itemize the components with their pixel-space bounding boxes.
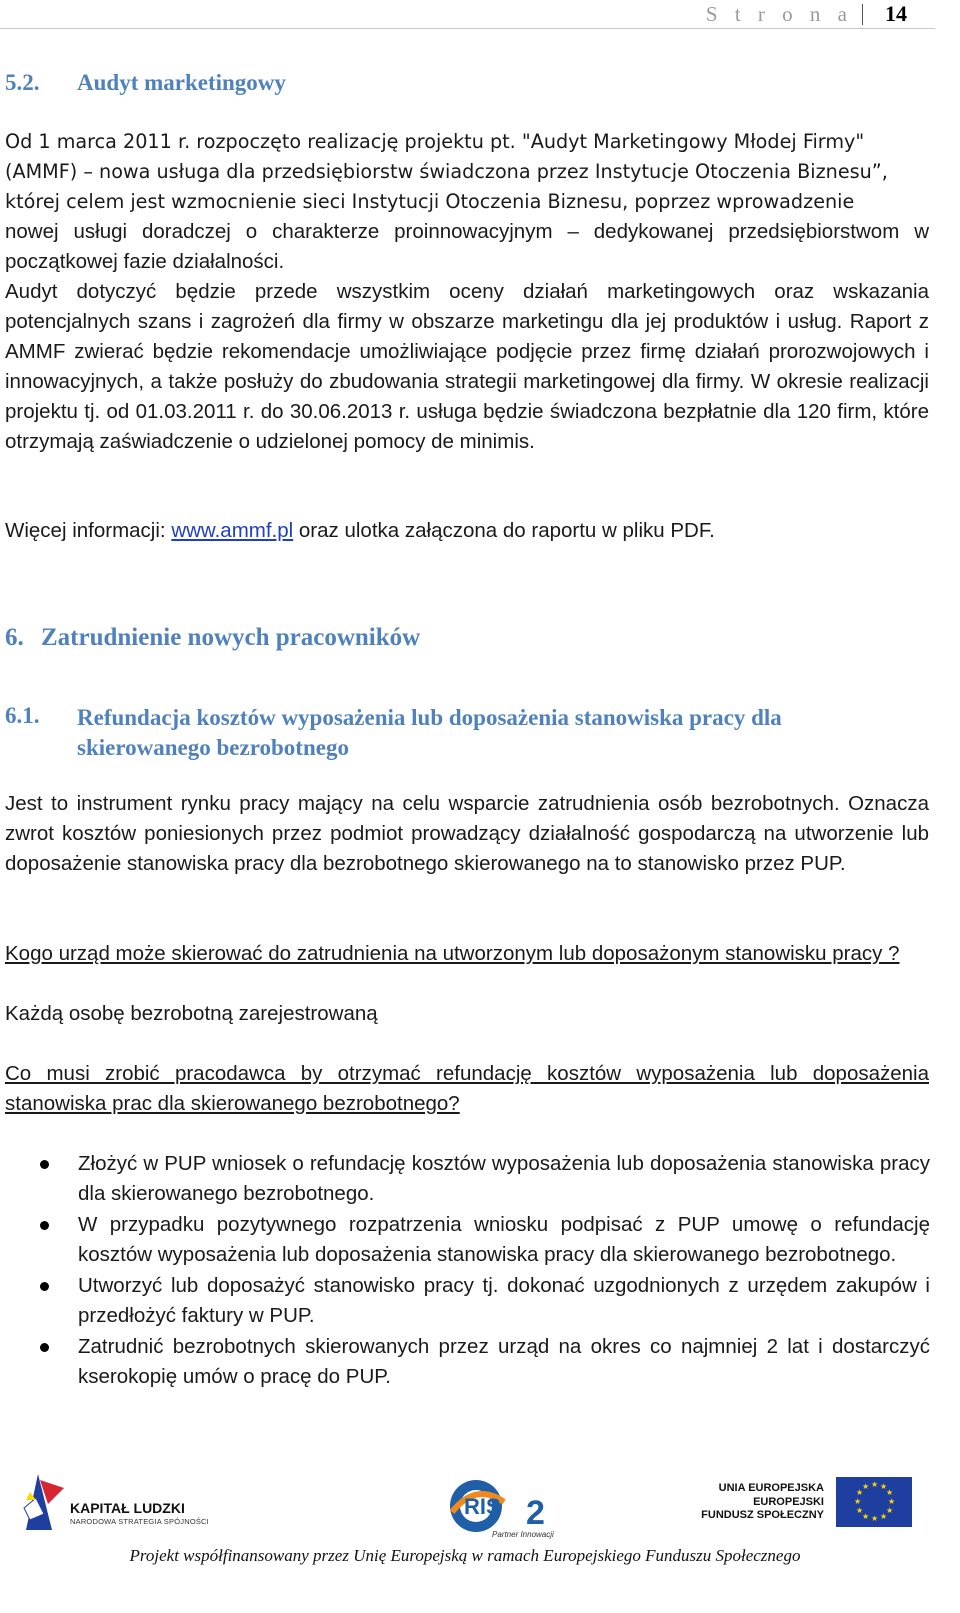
- eu-line-1: UNIA EUROPEJSKA: [718, 1482, 824, 1494]
- section-5-2-number: 5.2.: [5, 70, 40, 95]
- svg-text:★: ★: [854, 1497, 862, 1506]
- footer-logos: [0, 1462, 960, 1542]
- paragraph-ammf-intro: [5, 127, 929, 217]
- bullet-icon: [40, 1160, 49, 1169]
- answer-who: Każdą osobę bezrobotną zarejestrowaną: [5, 1002, 378, 1025]
- svg-text:★: ★: [862, 1512, 870, 1521]
- more-info-prefix: Więcej informacji:: [5, 519, 172, 542]
- section-6-1-number: 6.1.: [5, 703, 40, 728]
- eu-logo: [700, 1462, 930, 1540]
- bullet-icon: [40, 1343, 49, 1352]
- section-6-1-title: [77, 703, 782, 763]
- intro-line-1: Od 1 marca 2011 r. rozpoczęto realizację projektu pt. "Audyt Marketingowy Młodej Firmy": [5, 130, 865, 153]
- list-item: [0, 1332, 930, 1392]
- section-6-1-title-line-1: Refundacja kosztów wyposażenia lub doposażenia stanowiska pracy dla: [77, 705, 782, 730]
- page-number: 14: [885, 1, 907, 26]
- paragraph-instrument: Jest to instrument rynku pracy mający na celu wsparcie zatrudnienia osób bezrobotnych. Oznacza zwrot kosztów poniesionych przez podmiot prowadzący działalność gospodarczą na utworzenie lub doposażenie stanowiska pracy dla bezrobotnego skierowanego na to stanowisko przez PUP.: [5, 792, 929, 875]
- intro-line-3: której celem jest wzmocnienie sieci Instytucji Otoczenia Biznesu, poprzez wprowadzenie: [5, 190, 855, 213]
- svg-text:RIS: RIS: [464, 1494, 501, 1519]
- section-6-1-title-line-2: skierowanego bezrobotnego: [77, 735, 349, 760]
- page-label: S t r o n a: [705, 2, 853, 26]
- svg-text:★: ★: [871, 1514, 879, 1523]
- svg-text:★: ★: [871, 1480, 879, 1489]
- page-header: [0, 0, 935, 29]
- section-5-2-title: Audyt marketingowy: [77, 70, 286, 95]
- list-item: [0, 1149, 930, 1209]
- list-item-text: Złożyć w PUP wniosek o refundację kosztów wyposażenia lub doposażenia stanowiska pracy dla skierowanego bezrobotnego.: [78, 1152, 930, 1205]
- intro-line-2: (AMMF) – nowa usługa dla przedsiębiorstw świadczona przez Instytucje Otoczenia Biznesu”,: [5, 160, 888, 183]
- eu-line-3: FUNDUSZ SPOŁECZNY: [701, 1509, 824, 1521]
- svg-text:2: 2: [526, 1494, 545, 1532]
- bullet-icon: [40, 1282, 49, 1291]
- ris2-subtitle: Partner Innowacji: [492, 1530, 554, 1539]
- svg-text:★: ★: [862, 1482, 870, 1491]
- eu-flag-icon: [836, 1477, 912, 1527]
- svg-text:★: ★: [888, 1497, 896, 1506]
- ris2-logo: [446, 1472, 556, 1542]
- svg-text:★: ★: [886, 1488, 894, 1497]
- list-item: [0, 1210, 930, 1270]
- paragraph-ammf-intro-rest: nowej usługi doradczej o charakterze proinnowacyjnym – dedykowanej przedsiębiorstwom w początkowej fazie działalności.: [5, 220, 929, 273]
- svg-text:★: ★: [886, 1506, 894, 1515]
- svg-text:★: ★: [856, 1506, 864, 1515]
- kapital-ludzki-subtitle: NARODOWA STRATEGIA SPÓJNOŚCI: [70, 1517, 209, 1526]
- list-item-text: Zatrudnić bezrobotnych skierowanych przez urząd na okres co najmniej 2 lat i dostarczyć kserokopię umów o pracę do PUP.: [78, 1335, 930, 1388]
- question-what: Co musi zrobić pracodawca by otrzymać refundację kosztów wyposażenia lub doposażenia stanowiska prac dla skierowanego bezrobotnego?: [5, 1062, 929, 1115]
- more-info-suffix: oraz ulotka załączona do raportu w pliku PDF.: [293, 519, 715, 542]
- question-who: Kogo urząd może skierować do zatrudnienia na utworzonym lub doposażonym stanowisku pracy ?: [5, 942, 900, 965]
- list-item: [0, 1271, 930, 1331]
- ammf-link[interactable]: www.ammf.pl: [171, 519, 294, 542]
- list-item-text: W przypadku pozytywnego rozpatrzenia wniosku podpisać z PUP umowę o refundację kosztów wyposażenia lub doposażenia stanowiska pracy dla skierowanego bezrobotnego.: [78, 1213, 930, 1266]
- kapital-ludzki-emblem-icon: [22, 1470, 66, 1532]
- more-info: [5, 516, 929, 546]
- paragraph-audit-details: Audyt dotyczyć będzie przede wszystkim oceny działań marketingowych oraz wskazania potencjalnych szans i zagrożeń dla firmy w obszarze marketingu dla jej produktów i usług. Raport z AMMF zwierać będzie rekomendacje umożliwiające podjęcie przez firmę działań prorozwojowych i innowacyjnych, a także posłuży do zbudowania strategii marketingowej dla firmy. W okresie realizacji projektu tj. od 01.03.2011 r. do 30.06.2013 r. usługa będzie świadczona bezpłatnie dla 120 firm, które otrzymają zaświadczenie o udzielonej pomocy de minimis.: [5, 280, 929, 453]
- bullet-icon: [40, 1221, 49, 1230]
- svg-text:★: ★: [880, 1482, 888, 1491]
- section-6-number: 6.: [5, 624, 24, 651]
- list-item-text: Utworzyć lub doposażyć stanowisko pracy tj. dokonać uzgodnionych z urzędem zakupów i przedłożyć faktury w PUP.: [78, 1274, 930, 1327]
- footer-note: Projekt współfinansowany przez Unię Europejską w ramach Europejskiego Funduszu Społecznego: [129, 1546, 801, 1565]
- kapital-ludzki-title: KAPITAŁ LUDZKI: [70, 1500, 185, 1516]
- svg-text:★: ★: [880, 1512, 888, 1521]
- svg-text:★: ★: [856, 1488, 864, 1497]
- eu-line-2: EUROPEJSKI: [753, 1496, 824, 1508]
- section-6-title: Zatrudnienie nowych pracowników: [41, 624, 421, 651]
- requirements-list: [0, 1149, 930, 1393]
- kapital-ludzki-logo: [22, 1470, 222, 1536]
- page-separator: [862, 4, 863, 25]
